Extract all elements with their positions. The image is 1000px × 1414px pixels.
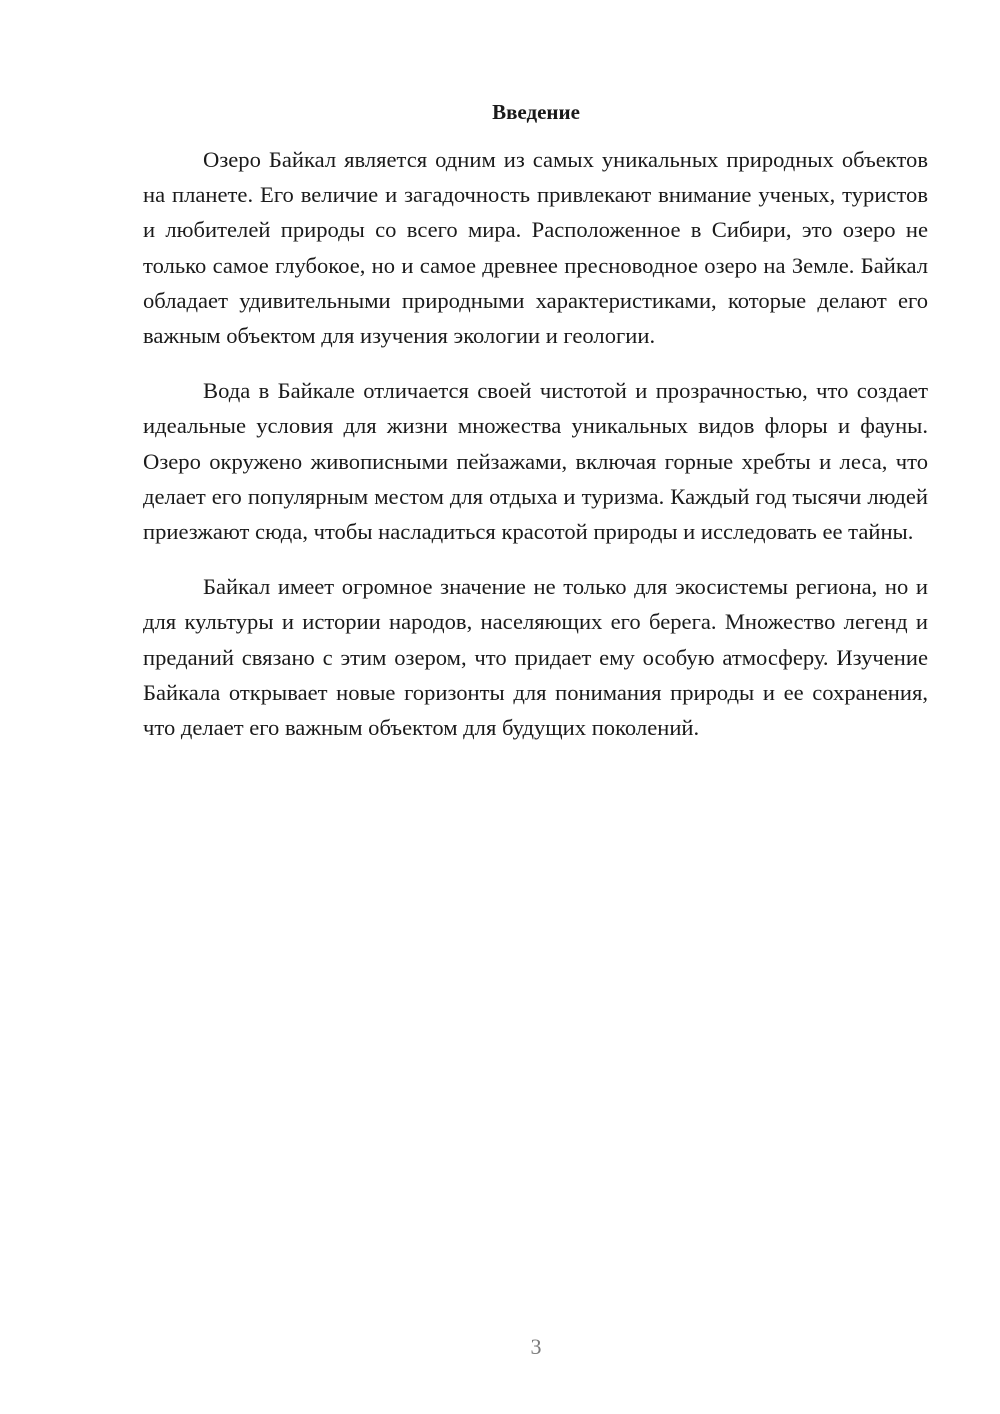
section-title: Введение [492,100,580,124]
paragraph-3: Байкал имеет огромное значение не только для экосистемы региона, но и для культуры и истории народов, населяющих его берега. Множество легенд и преданий связано с этим озером, что придает ему особую атмосферу. Изучение Байкала открывает новые горизонты для понимания природы и ее сохранения, что делает его важным объектом для будущих поколений. [143,574,928,741]
document-body [143,142,928,765]
page-number: 3 [530,1334,542,1359]
paragraph-2: Вода в Байкале отличается своей чистотой и прозрачностью, что создает идеальные условия для жизни множества уникальных видов флоры и фауны. Озеро окружено живописными пейзажами, включая горные хребты и леса, что делает его популярным местом для отдыха и туризма. Каждый год тысячи людей приезжают сюда, чтобы насладиться красотой природы и исследовать ее тайны. [143,378,928,545]
paragraph-1: Озеро Байкал является одним из самых уникальных природных объектов на планете. Его величие и загадочность привлекают внимание ученых, туристов и любителей природы со всего мира. Расположенное в Сибири, это озеро не только самое глубокое, но и самое древнее пресноводное озеро на Земле. Байкал обладает удивительными природными характеристиками, которые делают его важным объектом для изучения экологии и геологии. [143,147,928,349]
